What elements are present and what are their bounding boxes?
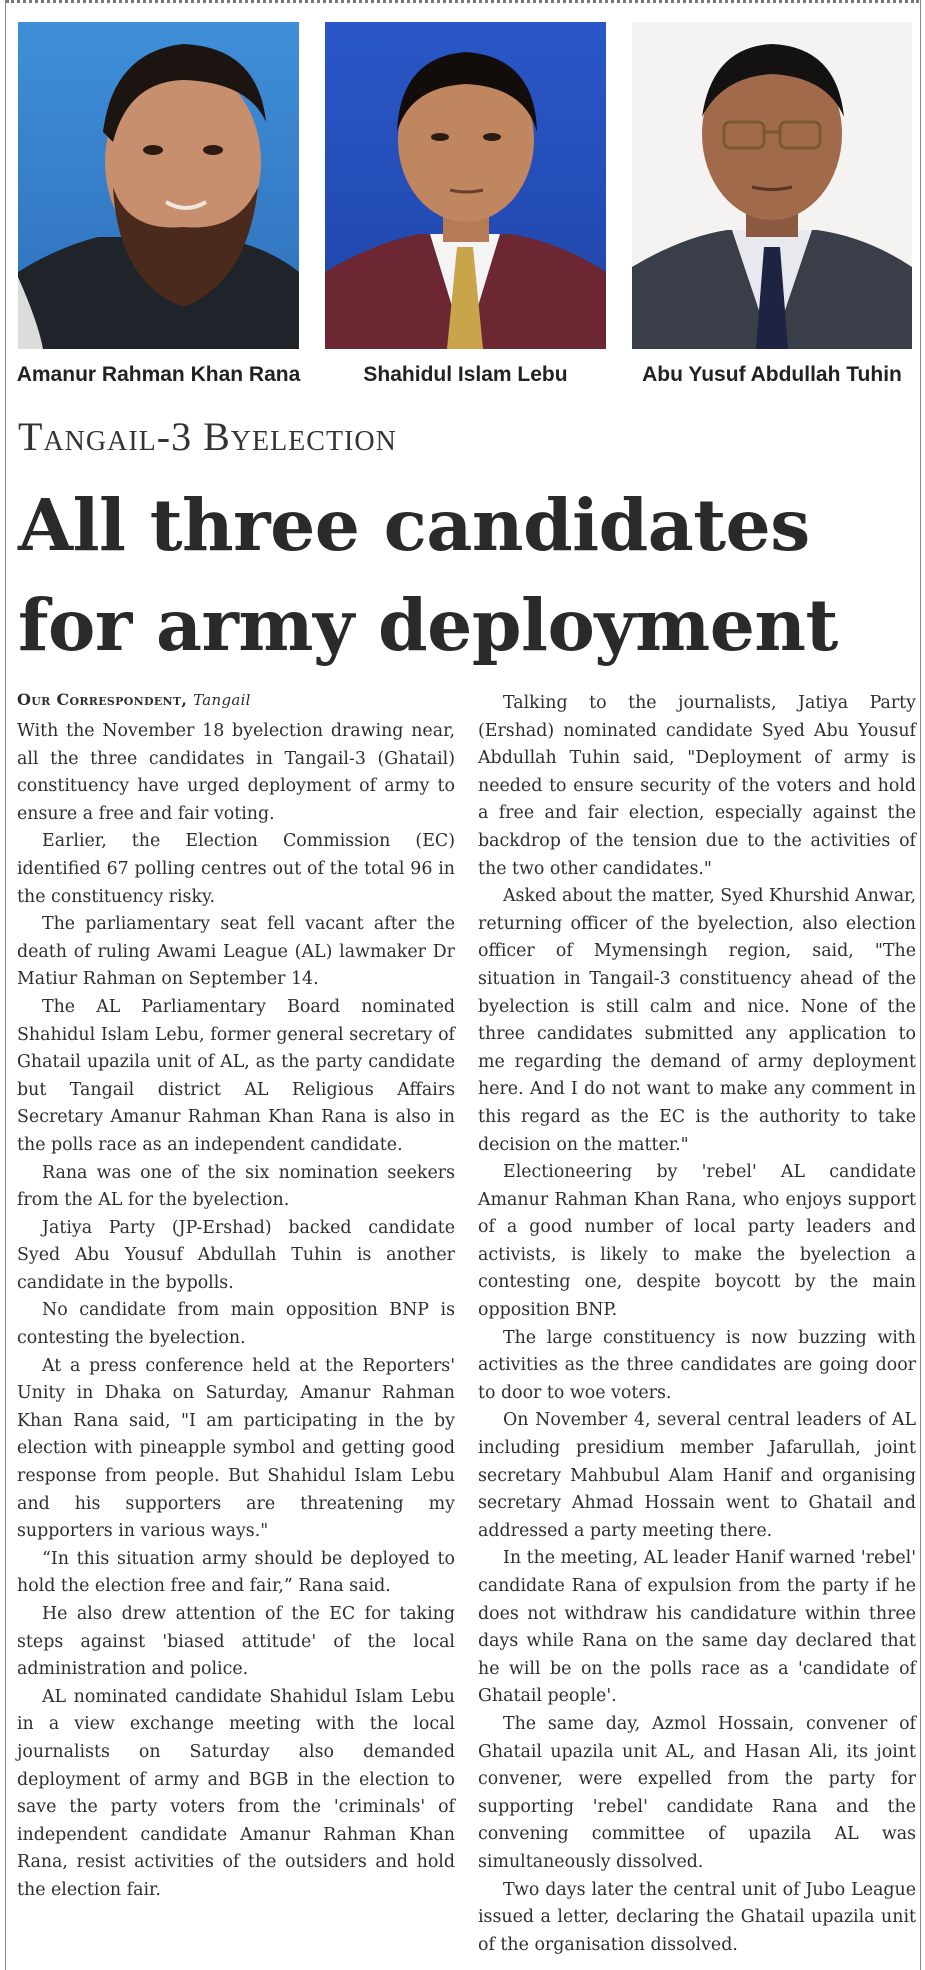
paragraph: The parliamentary seat fell vacant after the death of ruling Awami League (AL) lawmaker Dr Matiur Rahman on September 14. <box>17 914 455 990</box>
byline-author: Our Correspondent, <box>17 690 188 709</box>
photo-amanur-rahman-khan-rana <box>18 22 299 349</box>
paragraph: On November 4, several central leaders of AL including presidium member Jafarullah, joint secretary Mahbubul Alam Hanif and organising secretary Ahmad Hossain went to Ghatail and addressed a party meeting there. <box>478 1410 916 1541</box>
right-rule <box>920 0 921 1970</box>
paragraph: Rana was one of the six nomination seekers from the AL for the byelection. <box>17 1162 455 1211</box>
left-rule <box>5 0 6 1970</box>
paragraph: Asked about the matter, Syed Khurshid Anwar, returning officer of the byelection, also election officer of Mymensingh region, said, "The situation in Tangail-3 constituency ahead of the byelection is still calm and nice. None of the three candidates submitted any application to me regarding the demand of army deployment here. And I do not want to make any comment in this regard as the EC is the authority to take decision on the matter." <box>478 886 916 1155</box>
paragraph: Jatiya Party (JP-Ershad) backed candidate Syed Abu Yousuf Abdullah Tuhin is another candidate in the bypolls. <box>17 1217 455 1293</box>
paragraph: “In this situation army should be deployed to hold the election free and fair,” Rana said. <box>17 1548 455 1597</box>
paragraph: At a press conference held at the Reporters' Unity in Dhaka on Saturday, Amanur Rahman Khan Rana said, "I am participating in the by election with pineapple symbol and getting good response from people. But Shahidul Islam Lebu and his supporters are threatening my supporters in various ways." <box>17 1355 455 1542</box>
paragraph: Talking to the journalists, Jatiya Party (Ershad) nominated candidate Syed Abu Yousuf Abdullah Tuhin said, "Deployment of army is needed to ensure security of the voters and hold a free and fair election, especially against the backdrop of the tension due to the activities of the two other candidates." <box>478 693 916 879</box>
top-dotted-rule <box>6 0 919 6</box>
byline-location: Tangail <box>193 691 251 709</box>
headline: All three candidates for army deployment <box>18 483 838 667</box>
article-column-right <box>478 690 916 1959</box>
photo-caption: Shahidul Islam Lebu <box>363 363 568 386</box>
photo-abu-yusuf-abdullah-tuhin <box>632 22 912 349</box>
paragraph: With the November 18 byelection drawing near, all the three candidates in Tangail-3 (Ghatail) constituency have urged deployment of army to ensure a free and fair voting. <box>17 721 455 824</box>
paragraph: Two days later the central unit of Jubo League issued a letter, declaring the Ghatail upazila unit of the organisation dissolved. <box>478 1879 916 1955</box>
section-kicker: Tangail-3 Byelection <box>18 414 397 459</box>
paragraph: Earlier, the Election Commission (EC) identified 67 polling centres out of the total 96 in the constituency risky. <box>17 831 455 907</box>
paragraph: No candidate from main opposition BNP is contesting the byelection. <box>17 1300 455 1349</box>
paragraph: Electioneering by 'rebel' AL candidate Amanur Rahman Khan Rana, who enjoys support of a good number of local party leaders and activists, is likely to make the byelection a contesting one, despite boycott by the main opposition BNP. <box>478 1162 916 1321</box>
byline <box>17 688 455 712</box>
photo-caption: Amanur Rahman Khan Rana <box>16 363 301 386</box>
paragraph: He also drew attention of the EC for taking steps against 'biased attitude' of the local administration and police. <box>17 1604 455 1680</box>
paragraph: The AL Parliamentary Board nominated Shahidul Islam Lebu, former general secretary of Ghatail upazila unit of AL, as the party candidate but Tangail district AL Religious Affairs Secretary Amanur Rahman Khan Rana is also in the polls race as an independent candidate. <box>17 996 455 1155</box>
paragraph: The same day, Azmol Hossain, convener of Ghatail upazila unit AL, and Hasan Ali, its joint convener, were expelled from the party for supporting 'rebel' candidate Rana and the convening committee of upazila AL was simultaneously dissolved. <box>478 1713 916 1872</box>
paragraph: AL nominated candidate Shahidul Islam Lebu in a view exchange meeting with the local journalists on Saturday also demanded deployment of army and BGB in the election to save the party voters from the 'criminals' of independent candidate Amanur Rahman Khan Rana, resist activities of the outsiders and hold the election fair. <box>17 1686 455 1900</box>
article-column-left <box>17 688 455 1905</box>
photo-shahidul-islam-lebu <box>325 22 606 349</box>
photo-caption: Abu Yusuf Abdullah Tuhin <box>642 363 902 386</box>
paragraph: The large constituency is now buzzing with activities as the three candidates are going door to door to woe voters. <box>478 1327 916 1403</box>
paragraph: In the meeting, AL leader Hanif warned 'rebel' candidate Rana of expulsion from the party if he does not withdraw his candidature within three days while Rana on the same day declared that he will be on the polls race as a 'candidate of Ghatail people'. <box>478 1548 916 1707</box>
